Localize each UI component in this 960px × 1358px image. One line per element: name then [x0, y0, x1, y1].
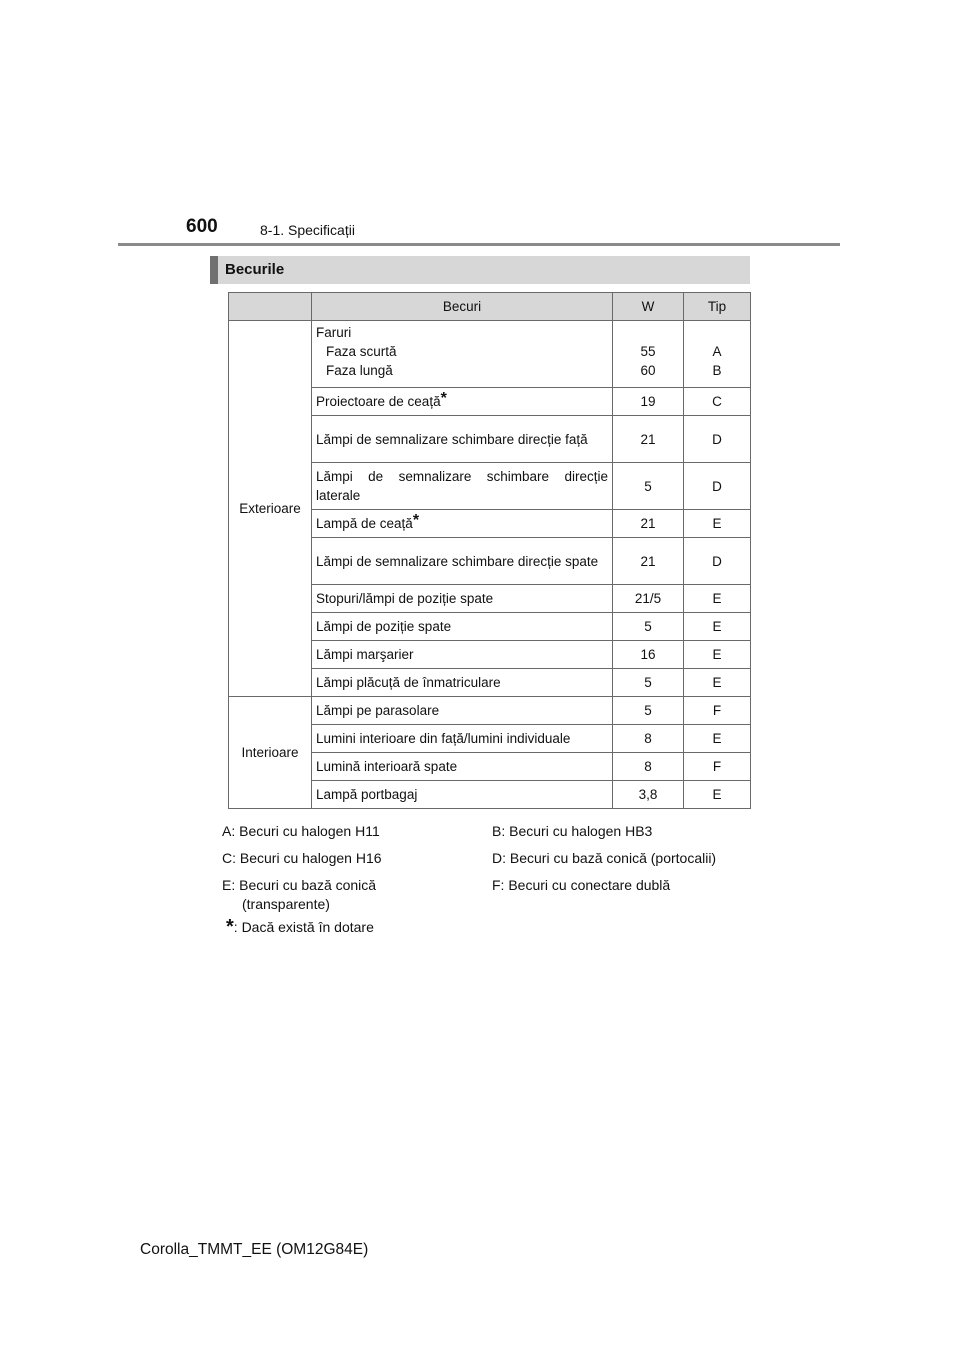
- bulb-watts: 21: [613, 538, 684, 585]
- legend-item-e-line2: (transparente): [242, 896, 330, 912]
- bulb-type: [684, 321, 751, 388]
- bulb-type: C: [684, 388, 751, 416]
- legend-item-c: C: Becuri cu halogen H16: [222, 850, 382, 866]
- legend-item-d: D: Becuri cu bază conică (portocalii): [492, 850, 717, 866]
- legend-row: [222, 849, 762, 876]
- legend-row: [222, 822, 762, 849]
- table-row: [229, 321, 751, 388]
- bulb-type: E: [684, 510, 751, 538]
- column-header-bulbs: Becuri: [312, 293, 613, 321]
- bulb-type: E: [684, 641, 751, 669]
- bulb-name: Lămpi pe parasolare: [312, 697, 613, 725]
- legend-item-f: F: Becuri cu conectare dublă: [492, 877, 671, 893]
- bulb-name-line: Faza scurtă: [326, 344, 397, 359]
- bulb-watts: 16: [613, 641, 684, 669]
- bulb-type: D: [684, 463, 751, 510]
- bulb-type: D: [684, 416, 751, 463]
- bulb-watts: 8: [613, 725, 684, 753]
- document-footer: Corolla_TMMT_EE (OM12G84E): [140, 1241, 369, 1258]
- header-rule: [118, 243, 840, 246]
- bulb-name: Lampă de ceață*: [312, 510, 613, 538]
- column-header-group: [229, 293, 312, 321]
- column-header-type: Tip: [684, 293, 751, 321]
- bulb-name: Lămpi de semnalizare schimbare direcție laterale: [312, 463, 613, 510]
- group-interior: Interioare: [229, 697, 312, 809]
- section-title: 8-1. Specificații: [260, 222, 355, 238]
- bulb-watts: 21: [613, 510, 684, 538]
- bulb-name: Lampă portbagaj: [312, 781, 613, 809]
- bulb-watts: 8: [613, 753, 684, 781]
- bulb-type: F: [684, 753, 751, 781]
- bulb-type: E: [684, 585, 751, 613]
- watt-value: 55: [640, 344, 656, 359]
- table-header-row: [229, 293, 751, 321]
- bulb-name: Lămpi de poziție spate: [312, 613, 613, 641]
- bulb-watts: 21: [613, 416, 684, 463]
- bulb-name: Proiectoare de ceață*: [312, 388, 613, 416]
- bulb-name: Lumini interioare din față/lumini individuale: [312, 725, 613, 753]
- legend-item-a: A: Becuri cu halogen H11: [222, 823, 380, 839]
- bulbs-table: [228, 292, 751, 809]
- footnote-star: *: [440, 389, 447, 407]
- bulb-type-legend: [222, 822, 762, 922]
- table-row: [229, 697, 751, 725]
- bulb-watts: 21/5: [613, 585, 684, 613]
- bulb-name-line: Faruri: [316, 325, 352, 340]
- bulb-watts: 5: [613, 463, 684, 510]
- bulb-watts: 5: [613, 697, 684, 725]
- bulb-watts: 3,8: [613, 781, 684, 809]
- legend-item-b: B: Becuri cu halogen HB3: [492, 823, 653, 839]
- availability-note-text: : Dacă există în dotare: [233, 919, 374, 935]
- bulb-name: [312, 321, 613, 388]
- bulb-watts: [613, 321, 684, 388]
- watt-value: 60: [640, 363, 656, 378]
- bulb-watts: 5: [613, 669, 684, 697]
- topic-title: Becurile: [210, 256, 750, 284]
- bulb-type: E: [684, 613, 751, 641]
- type-value: B: [712, 363, 722, 378]
- bulb-name: Lumină interioară spate: [312, 753, 613, 781]
- bulb-type: E: [684, 725, 751, 753]
- bulb-watts: 5: [613, 613, 684, 641]
- bulb-name: Lămpi de semnalizare schimbare direcție față: [312, 416, 613, 463]
- legend-item-e-line1: E: Becuri cu bază conică: [222, 877, 377, 893]
- footnote-star: *: [412, 511, 420, 529]
- bulb-name: Stopuri/lămpi de poziție spate: [312, 585, 613, 613]
- bulb-name: Lămpi plăcuță de înmatriculare: [312, 669, 613, 697]
- bulb-type: D: [684, 538, 751, 585]
- availability-note: [226, 915, 374, 938]
- bulb-watts: 19: [613, 388, 684, 416]
- footnote-star: *: [226, 916, 234, 938]
- bulb-name: Lămpi de semnalizare schimbare direcție spate: [312, 538, 613, 585]
- bulb-type: F: [684, 697, 751, 725]
- bulb-type: E: [684, 781, 751, 809]
- bulb-type: E: [684, 669, 751, 697]
- bulb-name-line: Faza lungă: [326, 363, 393, 378]
- type-value: A: [712, 344, 722, 359]
- column-header-watts: W: [613, 293, 684, 321]
- page-number: 600: [186, 216, 218, 237]
- group-exterior: Exterioare: [229, 321, 312, 697]
- bulb-name: Lămpi marşarier: [312, 641, 613, 669]
- legend-item-e: [222, 876, 492, 914]
